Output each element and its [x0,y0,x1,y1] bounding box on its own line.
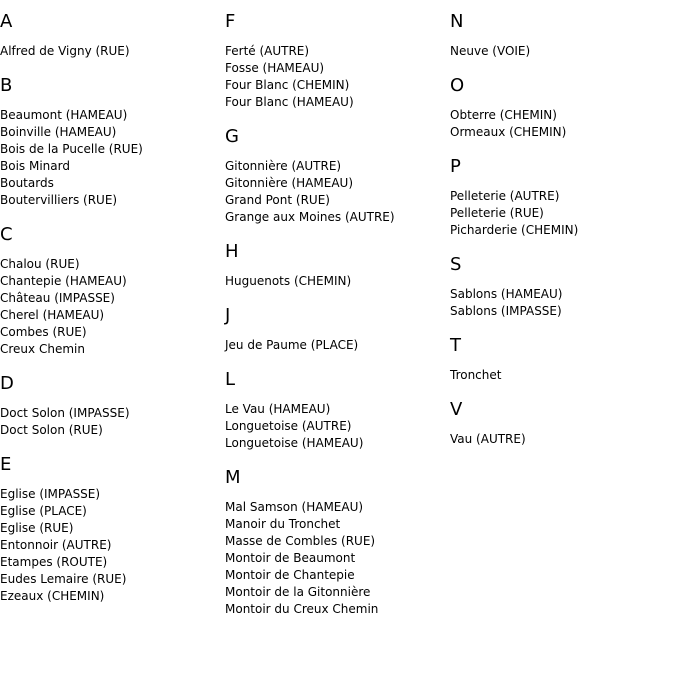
letter-section [450,76,670,141]
letter-section [450,12,670,60]
section-letter-heading: D [0,373,14,394]
street-entry: Montoir de Chantepie [225,568,355,582]
letter-section [225,127,445,226]
section-letter-heading: H [225,241,239,262]
street-entry: Alfred de Vigny (RUE) [0,44,130,58]
street-list [225,158,445,226]
street-entry: Jeu de Paume (PLACE) [225,338,359,352]
street-entry: Vau (AUTRE) [450,432,526,446]
street-entry: Longuetoise (HAMEAU) [225,436,364,450]
street-entry: Obterre (CHEMIN) [450,108,557,122]
letter-section [0,76,220,209]
street-list [450,43,670,60]
street-entry: Boutards [0,176,54,190]
letter-section [0,12,220,60]
index-column [0,12,220,621]
section-letter-heading: B [0,75,13,96]
section-letter-heading: O [450,75,465,96]
street-list [225,499,445,618]
street-entry: Bois Minard [0,159,70,173]
street-entry: Doct Solon (IMPASSE) [0,406,130,420]
street-entry: Etampes (ROUTE) [0,555,108,569]
section-letter-heading: S [450,254,462,275]
street-list [0,107,220,209]
street-entry: Sablons (IMPASSE) [450,304,562,318]
street-entry: Ormeaux (CHEMIN) [450,125,567,139]
street-entry: Eglise (PLACE) [0,504,87,518]
street-entry: Eglise (RUE) [0,521,74,535]
street-entry: Fosse (HAMEAU) [225,61,325,75]
index-column [450,12,670,464]
street-list [0,43,220,60]
letter-section [0,374,220,439]
letter-section [450,336,670,384]
street-entry: Gitonnière (AUTRE) [225,159,342,173]
section-letter-heading: G [225,126,239,147]
street-entry: Doct Solon (RUE) [0,423,103,437]
street-entry: Combes (RUE) [0,325,87,339]
index-column [225,12,445,634]
street-entry: Château (IMPASSE) [0,291,115,305]
street-entry: Boinville (HAMEAU) [0,125,117,139]
section-letter-heading: L [225,369,236,390]
street-entry: Longuetoise (AUTRE) [225,419,352,433]
street-entry: Pelleterie (RUE) [450,206,544,220]
street-list [450,431,670,448]
street-list [0,486,220,605]
letter-section [225,306,445,354]
street-list [450,188,670,239]
street-entry: Grand Pont (RUE) [225,193,330,207]
street-entry: Entonnoir (AUTRE) [0,538,112,552]
street-entry: Bois de la Pucelle (RUE) [0,142,143,156]
street-entry: Chalou (RUE) [0,257,80,271]
letter-section [0,225,220,358]
street-list [450,107,670,141]
street-entry: Eglise (IMPASSE) [0,487,101,501]
street-entry: Tronchet [450,368,502,382]
street-entry: Sablons (HAMEAU) [450,287,563,301]
street-entry: Montoir du Creux Chemin [225,602,379,616]
section-letter-heading: E [0,454,12,475]
section-letter-heading: T [450,335,461,356]
street-entry: Creux Chemin [0,342,85,356]
letter-section [225,468,445,618]
street-list [450,286,670,320]
section-letter-heading: J [225,305,231,326]
street-entry: Manoir du Tronchet [225,517,341,531]
street-list [225,337,445,354]
street-entry: Four Blanc (CHEMIN) [225,78,350,92]
street-entry: Masse de Combles (RUE) [225,534,376,548]
section-letter-heading: N [450,11,464,32]
section-letter-heading: C [0,224,13,245]
street-entry: Four Blanc (HAMEAU) [225,95,354,109]
street-list [0,405,220,439]
street-entry: Montoir de Beaumont [225,551,356,565]
street-entry: Eudes Lemaire (RUE) [0,572,127,586]
street-entry: Mal Samson (HAMEAU) [225,500,364,514]
letter-section [225,370,445,452]
street-entry: Picharderie (CHEMIN) [450,223,579,237]
street-entry: Le Vau (HAMEAU) [225,402,331,416]
street-entry: Neuve (VOIE) [450,44,531,58]
letter-section [225,12,445,111]
section-letter-heading: P [450,156,461,177]
letter-section [450,255,670,320]
section-letter-heading: M [225,467,241,488]
street-entry: Ezeaux (CHEMIN) [0,589,105,603]
letter-section [450,157,670,239]
section-letter-heading: V [450,399,463,420]
section-letter-heading: A [0,11,13,32]
street-entry: Beaumont (HAMEAU) [0,108,128,122]
street-list [225,273,445,290]
street-list [225,401,445,452]
letter-section [225,242,445,290]
section-letter-heading: F [225,11,236,32]
street-entry: Huguenots (CHEMIN) [225,274,352,288]
street-list [0,256,220,358]
street-entry: Chantepie (HAMEAU) [0,274,127,288]
street-entry: Cherel (HAMEAU) [0,308,105,322]
street-list [450,367,670,384]
letter-section [450,400,670,448]
street-list [225,43,445,111]
street-entry: Boutervilliers (RUE) [0,193,118,207]
street-entry: Pelleterie (AUTRE) [450,189,560,203]
letter-section [0,455,220,605]
street-entry: Grange aux Moines (AUTRE) [225,210,395,224]
street-entry: Montoir de la Gitonnière [225,585,371,599]
street-entry: Gitonnière (HAMEAU) [225,176,353,190]
street-entry: Ferté (AUTRE) [225,44,310,58]
